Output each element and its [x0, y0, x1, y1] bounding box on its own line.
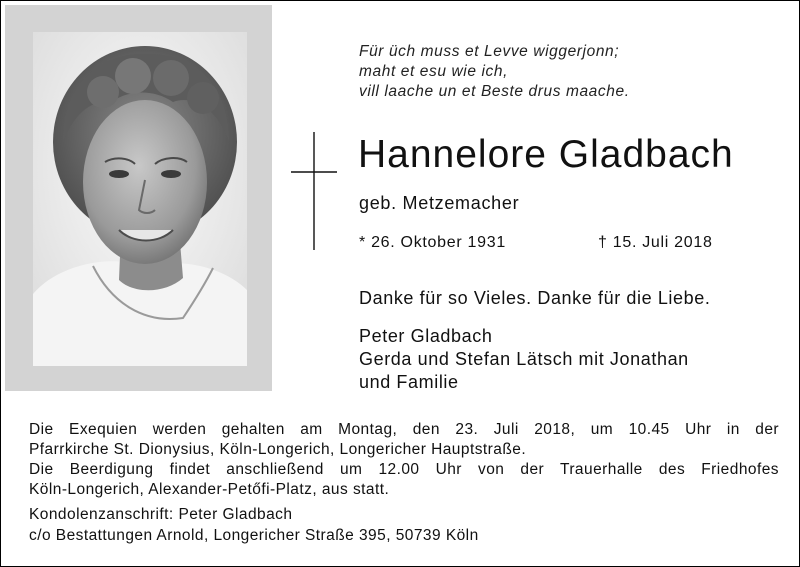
service-line: Die Exequien werden gehalten am Montag, den 23. Juli 2018, um 10.45 Uhr in der — [29, 421, 779, 438]
photo-frame — [5, 5, 272, 391]
service-details — [29, 420, 779, 500]
birth-date: * 26. Oktober 1931 — [359, 234, 506, 251]
service-line: Köln-Longerich, Alexander-Petőfi-Platz, aus statt. — [29, 481, 390, 498]
mourner-line: und Familie — [359, 372, 459, 392]
cross-icon — [291, 132, 337, 250]
thanks-line: Danke für so Vieles. Danke für die Liebe. — [359, 288, 711, 308]
service-line: Die Beerdigung findet anschließend um 12.00 Uhr von der Trauerhalle des Friedhofes — [29, 461, 779, 478]
poem-line: Für üch muss et Levve wiggerjonn; — [359, 43, 620, 60]
portrait-photo — [33, 32, 247, 366]
deceased-name: Hannelore Gladbach — [358, 133, 734, 176]
condolence-address — [29, 504, 479, 546]
service-line: Pfarrkirche St. Dionysius, Köln-Longerich, Longericher Hauptstraße. — [29, 441, 527, 458]
poem-line: maht et esu wie ich, — [359, 63, 508, 80]
death-date: † 15. Juli 2018 — [598, 234, 713, 251]
condolence-label: Kondolenzanschrift: Peter Gladbach — [29, 506, 293, 523]
condolence-street: c/o Bestattungen Arnold, Longericher Straße 395, 50739 Köln — [29, 527, 479, 544]
mourners-list — [359, 325, 689, 394]
mourner-line: Gerda und Stefan Lätsch mit Jonathan — [359, 349, 689, 369]
mourner-line: Peter Gladbach — [359, 326, 493, 346]
poem-line: vill laache un et Beste drus maache. — [359, 83, 630, 100]
maiden-name: geb. Metzemacher — [359, 193, 520, 213]
poem — [359, 42, 779, 102]
